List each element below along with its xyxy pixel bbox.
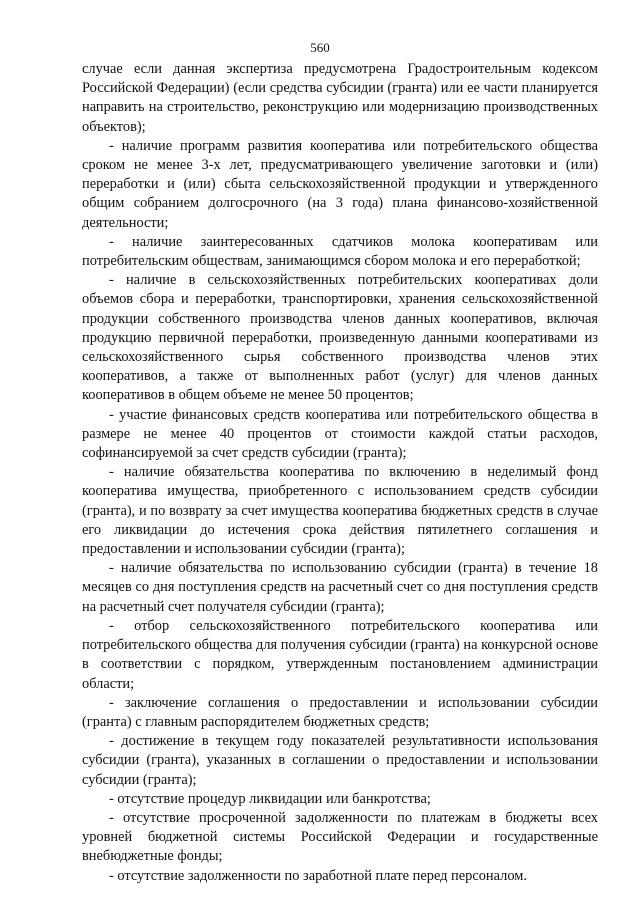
paragraph-performance-indicators: - достижение в текущем году показателей результативности использования субсидии (гранта), указанных в соглашении о предоставлении и использовании субсидии (гранта);	[82, 733, 598, 788]
paragraph-agreement: - заключение соглашения о предоставлении и использовании субсидии (гранта) с главным распорядителем бюджетных средств;	[82, 694, 598, 730]
paragraph-no-wage-arrears: - отсутствие задолженности по заработной плате перед персоналом.	[109, 867, 527, 884]
paragraph-production-share: - наличие в сельскохозяйственных потребительских кооперативах доли объемов сбора и переработки, транспортировки, хранения сельскохозяйственной продукции собственного производства членов данных кооперативов, включая продукцию первичной переработки, произведенную данными кооперативами из сельскохозяйственного сырья собственного производства членов этих кооперативов, а также от выполненных работ (услуг) для членов данных кооперативов в общем объеме не менее 50 процентов;	[82, 272, 598, 404]
paragraph-indivisible-fund: - наличие обязательства кооператива по включению в неделимый фонд кооператива имущества, приобретенного с использованием средств субсидии (гранта), и по возврату за счет имущества кооператива бюджетных средств в случае его ликвидации до истечения срока действия пятилетнего соглашения и предоставлении и использовании субсидии (гранта);	[82, 464, 598, 558]
paragraph-no-liquidation: - отсутствие процедур ликвидации или банкротства;	[109, 790, 431, 807]
paragraph-continuation: случае если данная экспертиза предусмотрена Градостроительным кодексом Российской Федерации) (если средства субсидии (гранта) или ее части планируется направить на строительство, реконструкцию или модернизацию производственных объектов);	[82, 61, 598, 135]
paragraph-milk-suppliers: - наличие заинтересованных сдатчиков молока кооперативам или потребительским обществам, занимающимся сбором молока и его переработкой;	[82, 233, 598, 270]
paragraph-cofinancing: - участие финансовых средств кооператива или потребительского общества в размере не менее 40 процентов от стоимости каждой статьи расходов, софинансируемой за счет средств субсидии (гранта);	[82, 406, 598, 462]
document-body	[82, 60, 598, 886]
paragraph-no-overdue-debt: - отсутствие просроченной задолженности по платежам в бюджеты всех уровней бюджетной системы Российской Федерации и государственные внебюджетные фонды;	[82, 809, 598, 865]
paragraph-usage-term: - наличие обязательства по использованию субсидии (гранта) в течение 18 месяцев со дня поступления средств на расчетный счет со дня поступления средств на расчетный счет получателя субсидии (гранта);	[82, 560, 598, 615]
page-number: 560	[310, 40, 330, 55]
paragraph-competitive-selection: - отбор сельскохозяйственного потребительского кооператива или потребительского общества для получения субсидии (гранта) на конкурсной основе в соответствии с порядком, утвержденным постановлением администрации области;	[82, 617, 598, 692]
paragraph-development-program: - наличие программ развития кооператива или потребительского общества сроком не менее 3-х лет, предусматривающего увеличение заготовки и (или) переработки и (или) сбыта сельскохозяйственной продукции и утвержденного общим собранием долгосрочного (на 3 года) плана финансово-хозяйственной деятельности;	[82, 137, 598, 231]
